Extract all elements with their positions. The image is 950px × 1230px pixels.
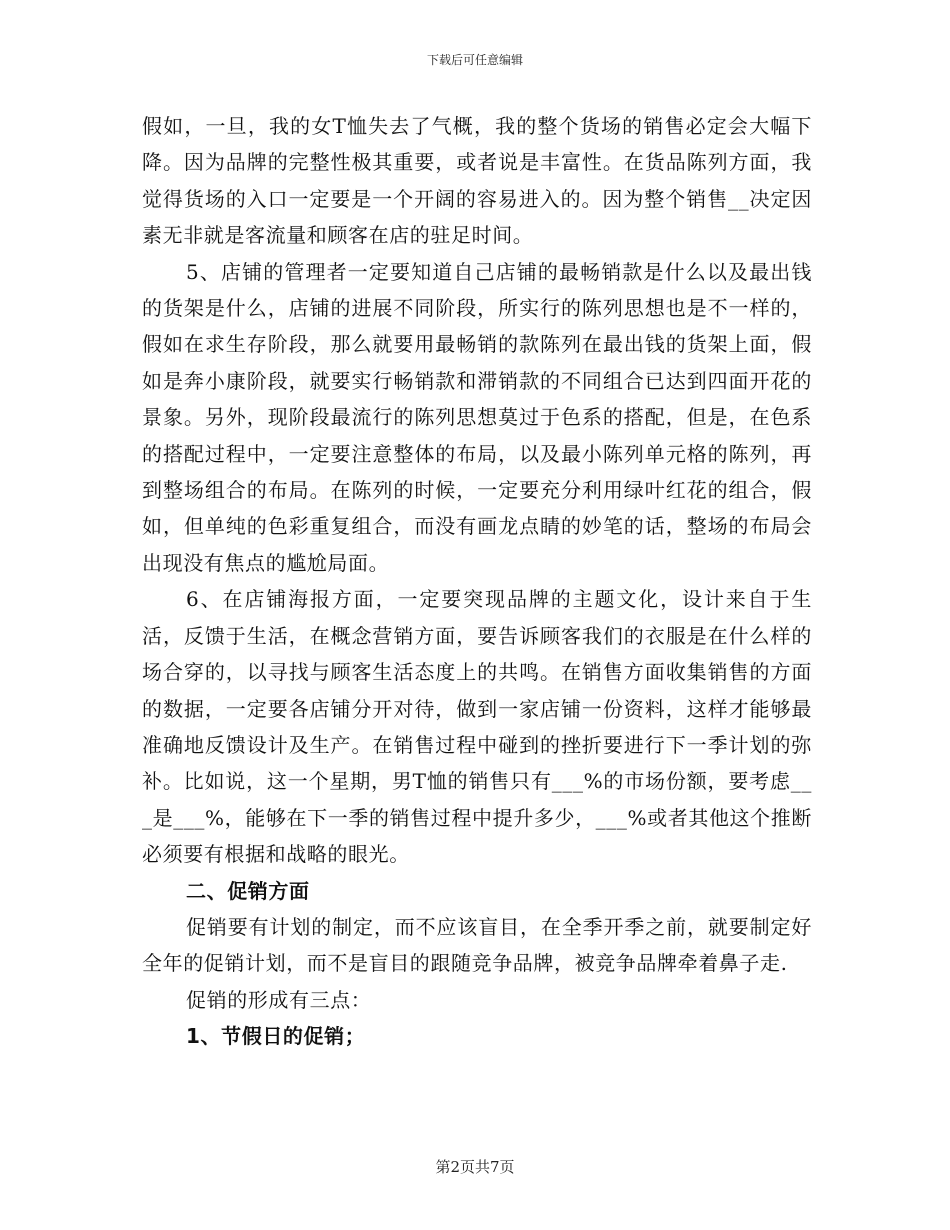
paragraph-promotion-plan: 促销要有计划的制定，而不应该盲目，在全季开季之前，就要制定好全年的促销计划，而不是盲目的跟随竞争品牌，被竞争品牌牵着鼻子走. (142, 914, 812, 976)
section-heading-promotion: 二、促销方面 (186, 878, 310, 903)
paragraph-store-poster: 6、在店铺海报方面，一定要突现品牌的主题文化，设计来自于生活，反馈于生活，在概念营销方面，要告诉顾客我们的衣服是在什么样的场合穿的，以寻找与顾客生活态度上的共鸣。在销售方面收集销售的方面的数据，一定要各店铺分开对待，做到一家店铺一份资料，这样才能够最准确地反馈设计及生产。在销售过程中碰到的挫折要进行下一季计划的弥补。比如说，这一个星期，男T恤的销售只有___%的市场份额，要考虑___是___%，能够在下一季的销售过程中提升多少，___%或者其他这个推断必须要有根据和战略的眼光。 (142, 587, 812, 867)
document-body (142, 108, 812, 1055)
page-footer: 第2页共7页 (435, 1158, 515, 1176)
page-header: 下载后可任意编辑 (426, 53, 523, 67)
paragraph-display-entrance: 假如，一旦，我的女T恤失去了气概，我的整个货场的销售必定会大幅下降。因为品牌的完整性极其重要，或者说是丰富性。在货品陈列方面，我觉得货场的入口一定要是一个开阔的容易进入的。因为整个销售__决定因素无非就是客流量和顾客在店的驻足时间。 (142, 114, 812, 248)
paragraph-store-display: 5、店铺的管理者一定要知道自己店铺的最畅销款是什么以及最出钱的货架是什么，店铺的进展不同阶段，所实行的陈列思想也是不一样的，假如在求生存阶段，那么就要用最畅销的款陈列在最出钱的货架上面，假如是奔小康阶段，就要实行畅销款和滞销款的不同组合已达到四面开花的景象。另外，现阶段最流行的陈列思想莫过于色系的搭配，但是，在色系的搭配过程中，一定要注意整体的布局，以及最小陈列单元格的陈列，再到整场组合的布局。在陈列的时候，一定要充分利用绿叶红花的组合，假如，但单纯的色彩重复组合，而没有画龙点睛的妙笔的话，整场的布局会出现没有焦点的尴尬局面。 (142, 259, 812, 575)
subheading-holiday-promotion: 1、节假日的促销； (186, 1024, 366, 1049)
paragraph-promotion-forms: 促销的形成有三点： (186, 987, 372, 1012)
